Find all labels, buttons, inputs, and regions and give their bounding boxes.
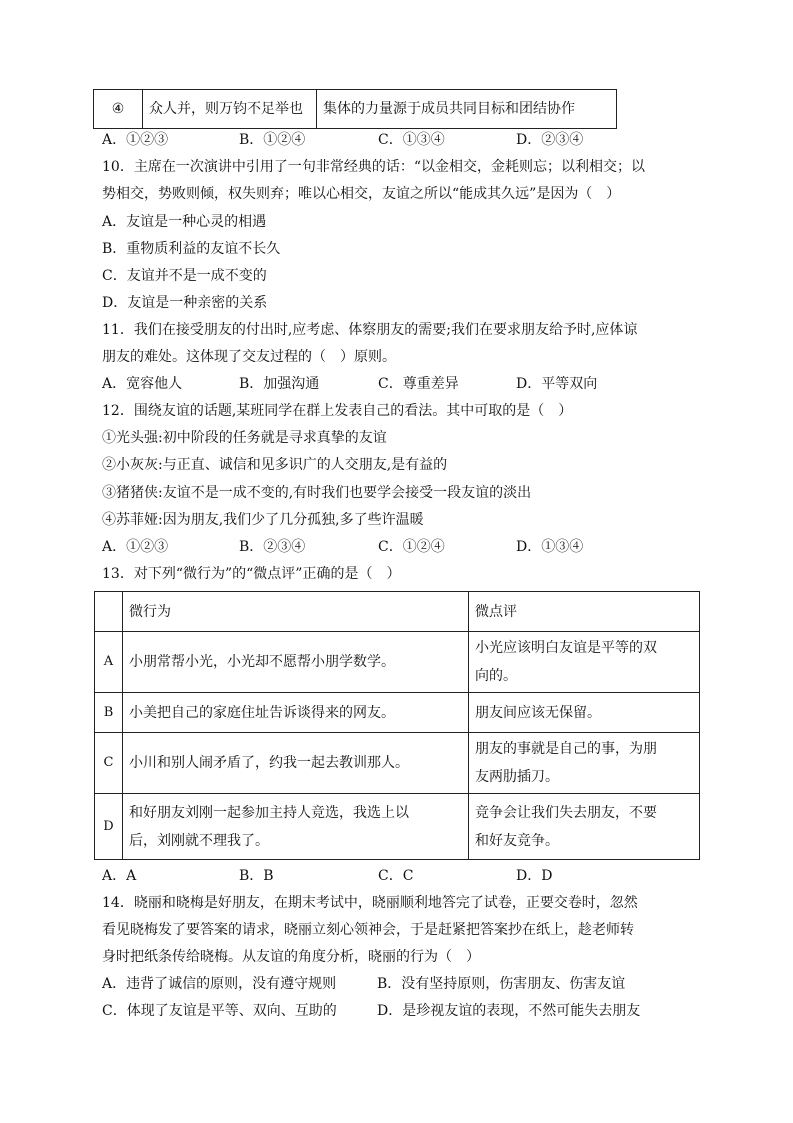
q13-option-b[interactable]: B．B [239,868,274,884]
table-row [95,794,700,860]
q9-option-b[interactable]: B．①②④ [239,132,306,148]
q12-item-4: ④苏菲娅:因为朋友,我们少了几分孤独,多了些许温暖 [102,512,424,528]
q14-option-a[interactable]: A．违背了诚信的原则，没有遵守规则 [102,976,337,992]
q13-row-comment: 竞争会让我们失去朋友，不要 和好友竞争。 [469,794,700,860]
q13-option-d[interactable]: D．D [516,868,553,884]
q13-row-label: C [95,733,123,794]
q13-row-comment: 朋友间应该无保留。 [469,693,700,733]
q12-stem: 12．围绕友谊的话题,某班同学在群上发表自己的看法。其中可取的是（ ） [102,403,573,419]
q10-option-b[interactable]: B．重物质利益的友谊不长久 [102,241,281,257]
q14-stem-line3: 身时把纸条传给晓梅。从友谊的角度分析，晓丽的行为（ ） [102,949,480,965]
q13-row-label: B [95,693,123,733]
q11-stem-line1: 11．我们在接受朋友的付出时,应考虑、体察朋友的需要;我们在要求朋友给予时,应体谅 [102,322,638,338]
q11-option-b[interactable]: B．加强沟通 [239,376,320,392]
q12-item-1: ①光头强:初中阶段的任务就是寻求真挚的友谊 [102,430,387,446]
q13-table-header [95,592,700,632]
q13-row-comment: 小光应该明白友谊是平等的双 向的。 [469,632,700,693]
q9-option-a[interactable]: A．①②③ [102,132,169,148]
q12-item-3: ③猪猪侠:友谊不是一成不变的,有时我们也要学会接受一段友谊的淡出 [102,485,532,501]
q9-option-d[interactable]: D．②③④ [516,132,584,148]
q12-item-2: ②小灰灰:与正直、诚信和见多识广的人交朋友,是有益的 [102,457,448,473]
q10-stem-line1: 10．主席在一次演讲中引用了一句非常经典的话：“以金相交，金耗则忘；以利相交；以 [102,159,645,175]
q13-row-behavior: 和好朋友刘刚一起参加主持人竞选，我选上以 后，刘刚就不理我了。 [123,794,469,860]
q12-option-c[interactable]: C．①②④ [378,539,445,555]
q13-row-comment: 朋友的事就是自己的事，为朋 友两肋插刀。 [469,733,700,794]
q12-option-b[interactable]: B．②③④ [239,539,306,555]
q11-stem-line2: 朋友的难处。这体现了交友过程的（ ）原则。 [102,349,396,365]
q13-option-a[interactable]: A．A [102,868,137,884]
q9-option-c[interactable]: C．①③④ [378,132,445,148]
q10-option-c[interactable]: C．友谊并不是一成不变的 [102,268,267,284]
q14-option-c[interactable]: C．体现了友谊是平等、双向、互助的 [102,1003,337,1019]
q12-option-a[interactable]: A．①②③ [102,539,169,555]
q10-option-d[interactable]: D．友谊是一种亲密的关系 [102,295,268,311]
q11-option-d[interactable]: D．平等双向 [516,376,598,392]
q14-option-b[interactable]: B．没有坚持原则，伤害朋友、伤害友谊 [377,976,626,992]
q11-option-c[interactable]: C．尊重差异 [378,376,459,392]
q13-header-blank [95,592,123,632]
q13-header-comment: 微点评 [469,592,700,632]
q9-table-analysis: 集体的力量源于成员共同目标和团结协作 [317,90,617,129]
q10-option-a[interactable]: A．友谊是一种心灵的相遇 [102,214,267,230]
q14-stem-line1: 14．晓丽和晓梅是好朋友，在期末考试中，晓丽顺利地答完了试卷，正要交卷时，忽然 [102,895,638,911]
q13-row-behavior: 小美把自己的家庭住址告诉谈得来的网友。 [123,693,469,733]
q14-option-d[interactable]: D．是珍视友谊的表现，不然可能失去朋友 [377,1003,641,1019]
q13-row-label: D [95,794,123,860]
q13-row-behavior: 小朋常帮小光，小光却不愿帮小朋学数学。 [123,632,469,693]
q14-stem-line2: 看见晓梅发了要答案的请求，晓丽立刻心领神会，于是赶紧把答案抄在纸上，趁老师转 [102,922,634,938]
q13-row-behavior: 小川和别人闹矛盾了，约我一起去教训那人。 [123,733,469,794]
q13-stem: 13．对下列“微行为”的“微点评”正确的是（ ） [102,566,401,582]
q13-option-c[interactable]: C．C [378,868,414,884]
q11-option-a[interactable]: A．宽容他人 [102,376,183,392]
q12-option-d[interactable]: D．①③④ [516,539,584,555]
q9-table-quote: 众人并，则万钧不足举也 [143,90,317,129]
q9-table-num: ④ [94,90,143,129]
table-row [95,693,700,733]
q13-table [94,591,700,860]
q10-stem-line2: 势相交，势败则倾，权失则弃；唯以心相交，友谊之所以“能成其久远”是因为（ ） [102,186,621,202]
table-row [95,632,700,693]
q9-table [93,89,617,129]
table-row [95,733,700,794]
q13-row-label: A [95,632,123,693]
q13-header-behavior: 微行为 [123,592,469,632]
